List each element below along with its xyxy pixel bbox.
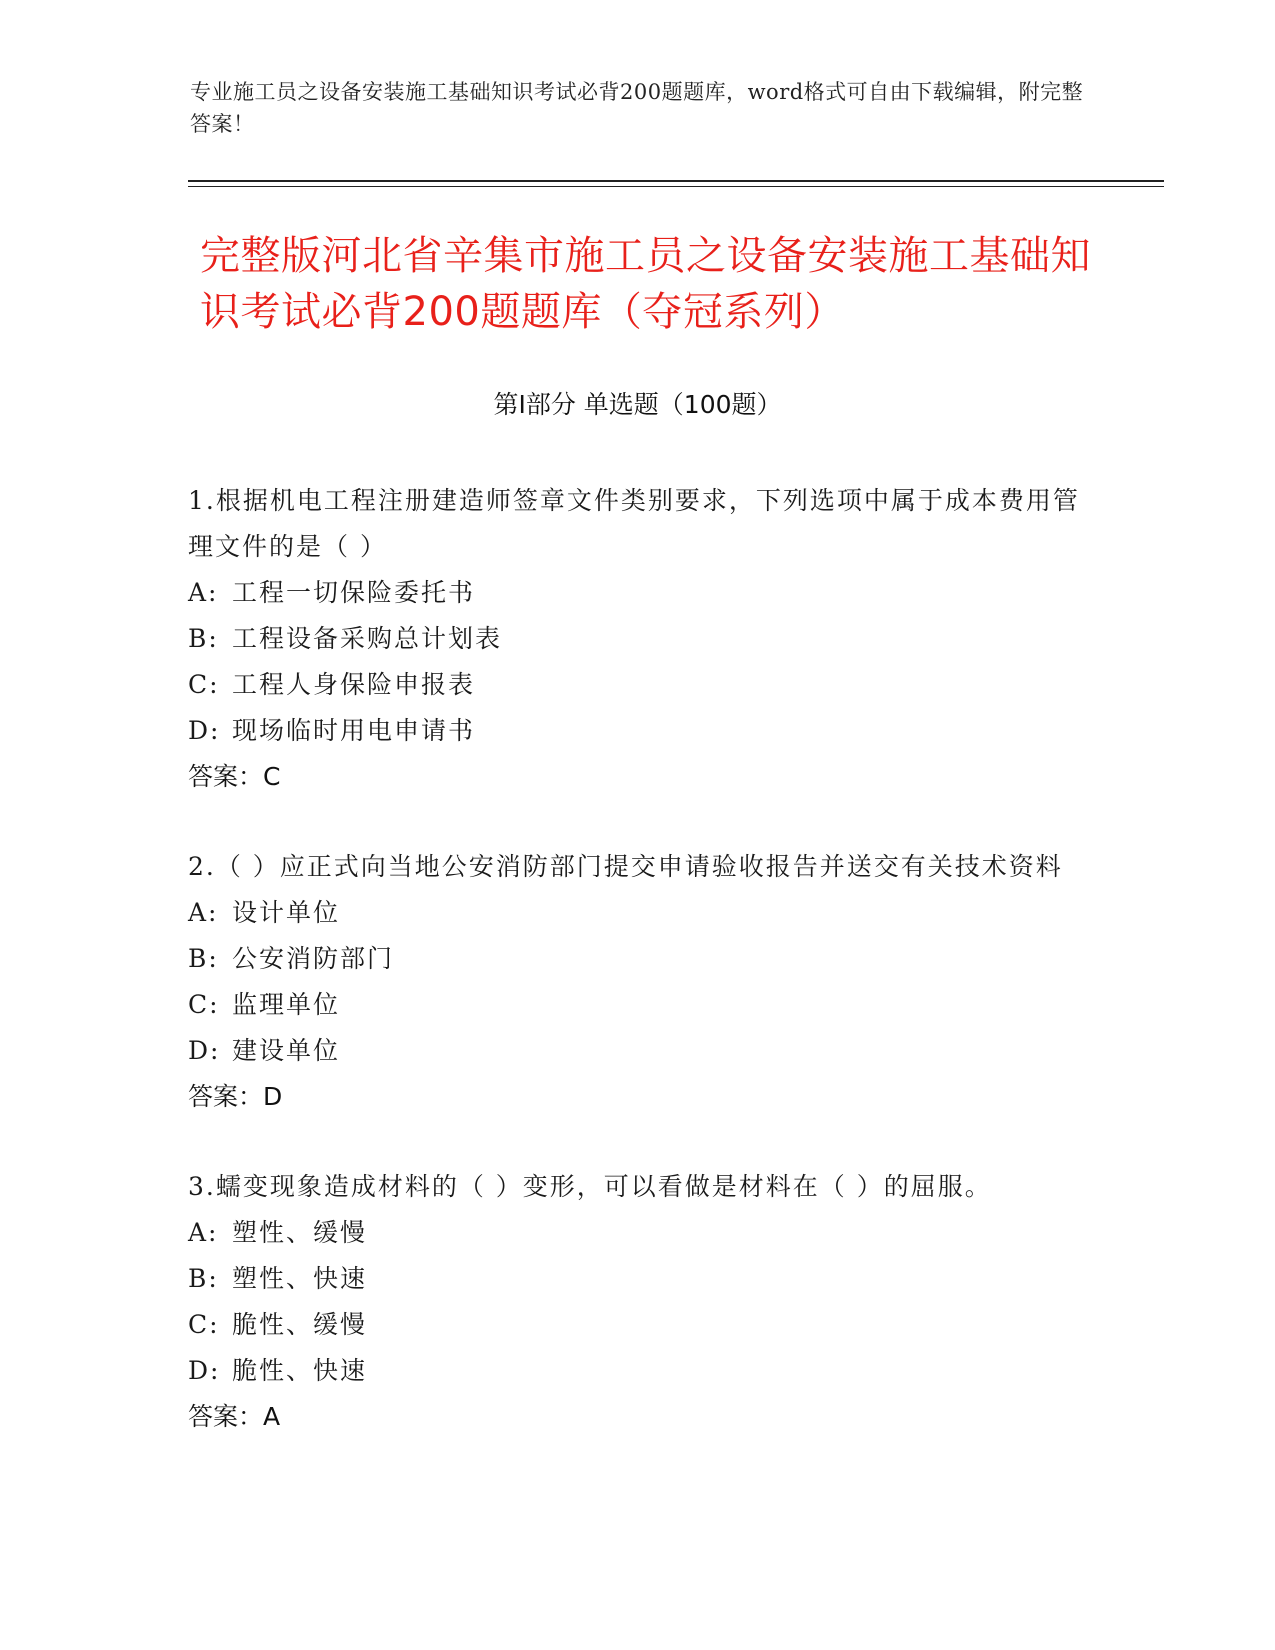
option-c [188, 662, 1088, 708]
option-b [188, 936, 1088, 982]
answer: 答案：C [188, 762, 281, 791]
question-stem: 1.根据机电工程注册建造师签章文件类别要求，下列选项中属于成本费用管理文件的是（ ） [188, 486, 1080, 561]
document-title: 完整版河北省辛集市施工员之设备安装施工基础知识考试必背200题题库（夺冠系列） [200, 233, 1091, 335]
question-3 [188, 1164, 1088, 1440]
option-text: 塑性、快速 [232, 1264, 368, 1293]
option-text: 建设单位 [232, 1036, 341, 1065]
option-b [188, 1256, 1088, 1302]
option-text: 工程一切保险委托书 [232, 578, 476, 607]
option-letter: D: [188, 1036, 221, 1065]
header-divider-thick [188, 180, 1164, 182]
question-stem: 2.（ ）应正式向当地公安消防部门提交申请验收报告并送交有关技术资料 [188, 852, 1063, 881]
option-letter: C: [188, 990, 220, 1019]
option-text: 设计单位 [232, 898, 341, 927]
option-letter: B: [188, 1264, 219, 1293]
option-text: 脆性、缓慢 [232, 1310, 368, 1339]
option-a [188, 570, 1088, 616]
option-letter: D: [188, 716, 221, 745]
answer: 答案：A [188, 1402, 281, 1431]
option-letter: A: [188, 578, 219, 607]
option-letter: C: [188, 670, 220, 699]
option-text: 公安消防部门 [232, 944, 395, 973]
option-d [188, 708, 1088, 754]
header-divider-thin [188, 186, 1164, 187]
option-a [188, 890, 1088, 936]
question-2 [188, 844, 1088, 1120]
option-text: 工程设备采购总计划表 [232, 624, 503, 653]
option-d [188, 1348, 1088, 1394]
option-letter: C: [188, 1310, 220, 1339]
question-stem: 3.蠕变现象造成材料的（ ）变形，可以看做是材料在（ ）的屈服。 [188, 1172, 992, 1201]
option-text: 现场临时用电申请书 [232, 716, 476, 745]
option-letter: B: [188, 624, 219, 653]
option-text: 监理单位 [232, 990, 341, 1019]
option-text: 脆性、快速 [232, 1356, 368, 1385]
option-b [188, 616, 1088, 662]
header-note: 专业施工员之设备安装施工基础知识考试必背200题题库，word格式可自由下载编辑，附完整答案！ [190, 80, 1084, 136]
answer: 答案：D [188, 1082, 283, 1111]
option-c [188, 1302, 1088, 1348]
option-text: 工程人身保险申报表 [232, 670, 476, 699]
option-c [188, 982, 1088, 1028]
option-a [188, 1210, 1088, 1256]
option-text: 塑性、缓慢 [232, 1218, 368, 1247]
option-letter: A: [188, 898, 219, 927]
question-list [188, 478, 1088, 1484]
option-letter: A: [188, 1218, 219, 1247]
section-title: 第Ⅰ部分 单选题（100题） [493, 390, 782, 419]
option-letter: D: [188, 1356, 221, 1385]
question-1 [188, 478, 1088, 800]
option-d [188, 1028, 1088, 1074]
option-letter: B: [188, 944, 219, 973]
